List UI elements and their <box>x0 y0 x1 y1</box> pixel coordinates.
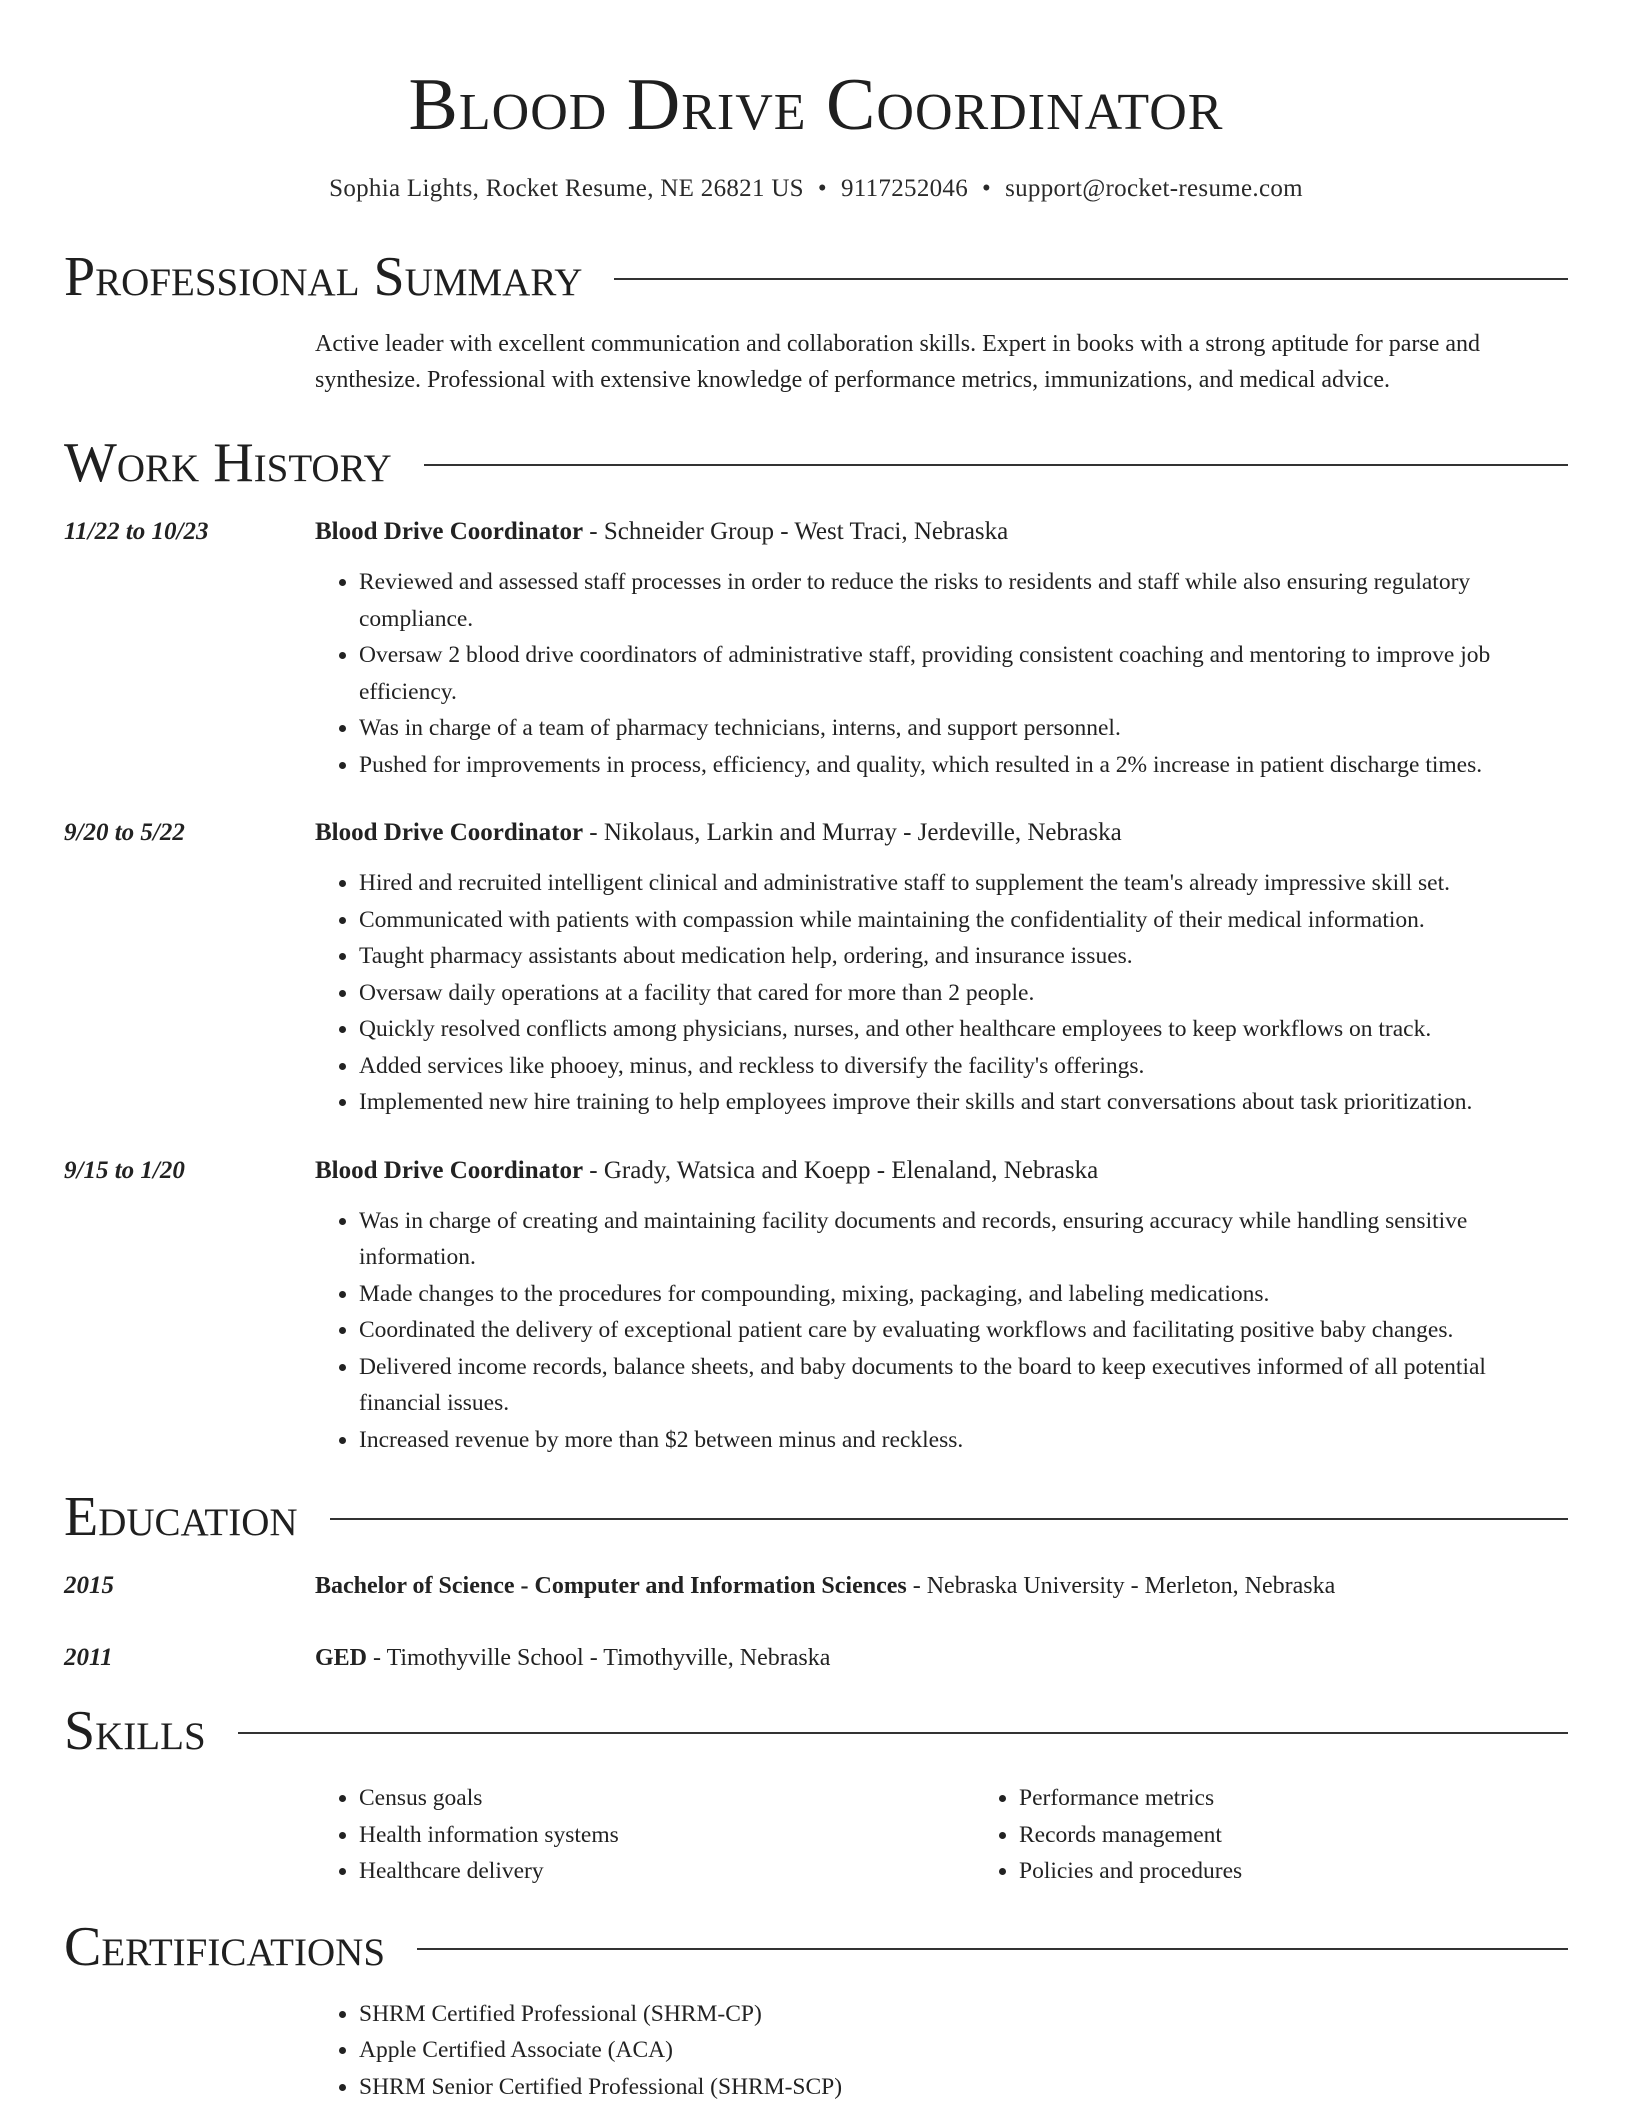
section-heading: Work History <box>64 432 392 494</box>
education-degree: Bachelor of Science - Computer and Information Sciences <box>315 1573 907 1599</box>
job-employer: - Nikolaus, Larkin and Murray - Jerdeville, Nebraska <box>583 819 1122 846</box>
list-item: • Was in charge of a team of pharmacy technicians, interns, and support personnel. <box>359 710 1568 747</box>
resume-title: Blood Drive Coordinator <box>408 64 1224 146</box>
section-divider <box>614 278 1568 280</box>
contact-phone: 9117252046 <box>840 175 969 202</box>
education-year: 2015 <box>64 1572 114 1599</box>
education-entry <box>64 1640 1568 1676</box>
education-section-header <box>64 1482 1568 1552</box>
section-heading: Education <box>64 1486 298 1548</box>
skills-grid <box>315 1780 1632 1890</box>
work-section-header <box>64 428 1568 498</box>
education-entry <box>64 1568 1568 1604</box>
job-dates: 9/15 to 1/20 <box>64 1156 185 1184</box>
job-bullet-list <box>315 564 1568 783</box>
section-divider <box>330 1518 1568 1520</box>
contact-address: Sophia Lights, Rocket Resume, NE 26821 US <box>329 175 804 202</box>
list-item: • Reviewed and assessed staff processes in order to reduce the risks to residents and staff while also ensuring regulatory compliance. <box>359 564 1568 637</box>
education-degree: GED <box>315 1645 368 1671</box>
job-title: Blood Drive Coordinator <box>315 819 584 846</box>
job-bullet-list <box>315 1203 1568 1459</box>
list-item: • Coordinated the delivery of exceptional patient care by evaluating workflows and facilitating positive baby changes. <box>359 1312 1568 1349</box>
job-dates: 9/20 to 5/22 <box>64 819 185 846</box>
job-entry <box>64 514 1568 783</box>
skills-list-left <box>315 1780 975 1890</box>
list-item: • Census goals <box>359 1780 975 1817</box>
skills-list-right <box>975 1780 1632 1890</box>
contact-separator: • <box>982 175 992 202</box>
job-entry <box>64 815 1568 1121</box>
job-dates: 11/22 to 10/23 <box>64 518 209 545</box>
section-heading: Certifications <box>64 1915 386 1978</box>
section-divider <box>424 464 1568 466</box>
job-title-line <box>315 1153 1568 1189</box>
list-item: • Records management <box>1019 1817 1632 1854</box>
education-school: - Nebraska University - Merleton, Nebraska <box>906 1573 1336 1599</box>
section-heading: Skills <box>64 1700 206 1762</box>
list-item: • Delivered income records, balance sheets, and baby documents to the board to keep executives informed of all potential financial issues. <box>359 1349 1568 1422</box>
education-year: 2011 <box>64 1644 113 1671</box>
summary-row <box>64 326 1568 398</box>
list-item: • Policies and procedures <box>1019 1853 1632 1890</box>
list-item: • Implemented new hire training to help employees improve their skills and start conversations about task prioritization. <box>359 1084 1568 1121</box>
list-item: • Communicated with patients with compassion while maintaining the confidentiality of their medical information. <box>359 902 1568 939</box>
list-item: • Oversaw 2 blood drive coordinators of administrative staff, providing consistent coaching and mentoring to improve job efficiency. <box>359 637 1568 710</box>
list-item: • Oversaw daily operations at a facility that cared for more than 2 people. <box>359 975 1568 1012</box>
job-employer: - Grady, Watsica and Koepp - Elenaland, Nebraska <box>583 1156 1099 1184</box>
section-divider <box>417 1948 1568 1950</box>
certifications-row <box>64 1996 1568 2106</box>
education-school: - Timothyville School - Timothyville, Nebraska <box>367 1645 831 1671</box>
job-employer: - Schneider Group - West Traci, Nebraska <box>583 518 1009 545</box>
contact-email: support@rocket-resume.com <box>1005 175 1303 202</box>
list-item: • Quickly resolved conflicts among physicians, nurses, and other healthcare employees to keep workflows on track. <box>359 1011 1568 1048</box>
list-item: • Apple Certified Associate (ACA) <box>359 2032 1568 2069</box>
list-item: • Taught pharmacy assistants about medication help, ordering, and insurance issues. <box>359 938 1568 975</box>
section-heading: Professional Summary <box>64 246 583 308</box>
job-entry <box>64 1153 1568 1459</box>
certifications-list <box>315 1996 1568 2106</box>
resume-page <box>64 0 1568 2105</box>
skills-row <box>64 1780 1568 1890</box>
list-item: • Hired and recruited intelligent clinical and administrative staff to supplement the team's already impressive skill set. <box>359 865 1568 902</box>
summary-section-header <box>64 242 1568 312</box>
skills-section-header <box>64 1696 1568 1766</box>
list-item: • SHRM Certified Professional (SHRM-CP) <box>359 1996 1568 2033</box>
list-item: • SHRM Senior Certified Professional (SHRM-SCP) <box>359 2069 1568 2106</box>
list-item: • Increased revenue by more than $2 between minus and reckless. <box>359 1422 1568 1459</box>
list-item: • Health information systems <box>359 1817 975 1854</box>
list-item: • Pushed for improvements in process, efficiency, and quality, which resulted in a 2% increase in patient discharge times. <box>359 747 1568 784</box>
contact-separator: • <box>817 175 827 202</box>
list-item: • Added services like phooey, minus, and reckless to diversify the facility's offerings. <box>359 1048 1568 1085</box>
job-title-line <box>315 815 1568 851</box>
section-divider <box>238 1732 1568 1734</box>
summary-text: Active leader with excellent communication and collaboration skills. Expert in books with a strong aptitude for parse and synthesize. Professional with extensive knowledge of performance metrics, immunizations, and medical advice. <box>315 331 1481 393</box>
job-title-line <box>315 514 1568 550</box>
certifications-section-header <box>64 1912 1568 1982</box>
contact-line <box>64 172 1568 206</box>
job-title: Blood Drive Coordinator <box>315 518 584 545</box>
job-bullet-list <box>315 865 1568 1121</box>
list-item: • Was in charge of creating and maintaining facility documents and records, ensuring accuracy while handling sensitive information. <box>359 1203 1568 1276</box>
list-item: • Made changes to the procedures for compounding, mixing, packaging, and labeling medications. <box>359 1276 1568 1313</box>
list-item: • Healthcare delivery <box>359 1853 975 1890</box>
list-item: • Performance metrics <box>1019 1780 1632 1817</box>
job-title: Blood Drive Coordinator <box>315 1156 584 1184</box>
